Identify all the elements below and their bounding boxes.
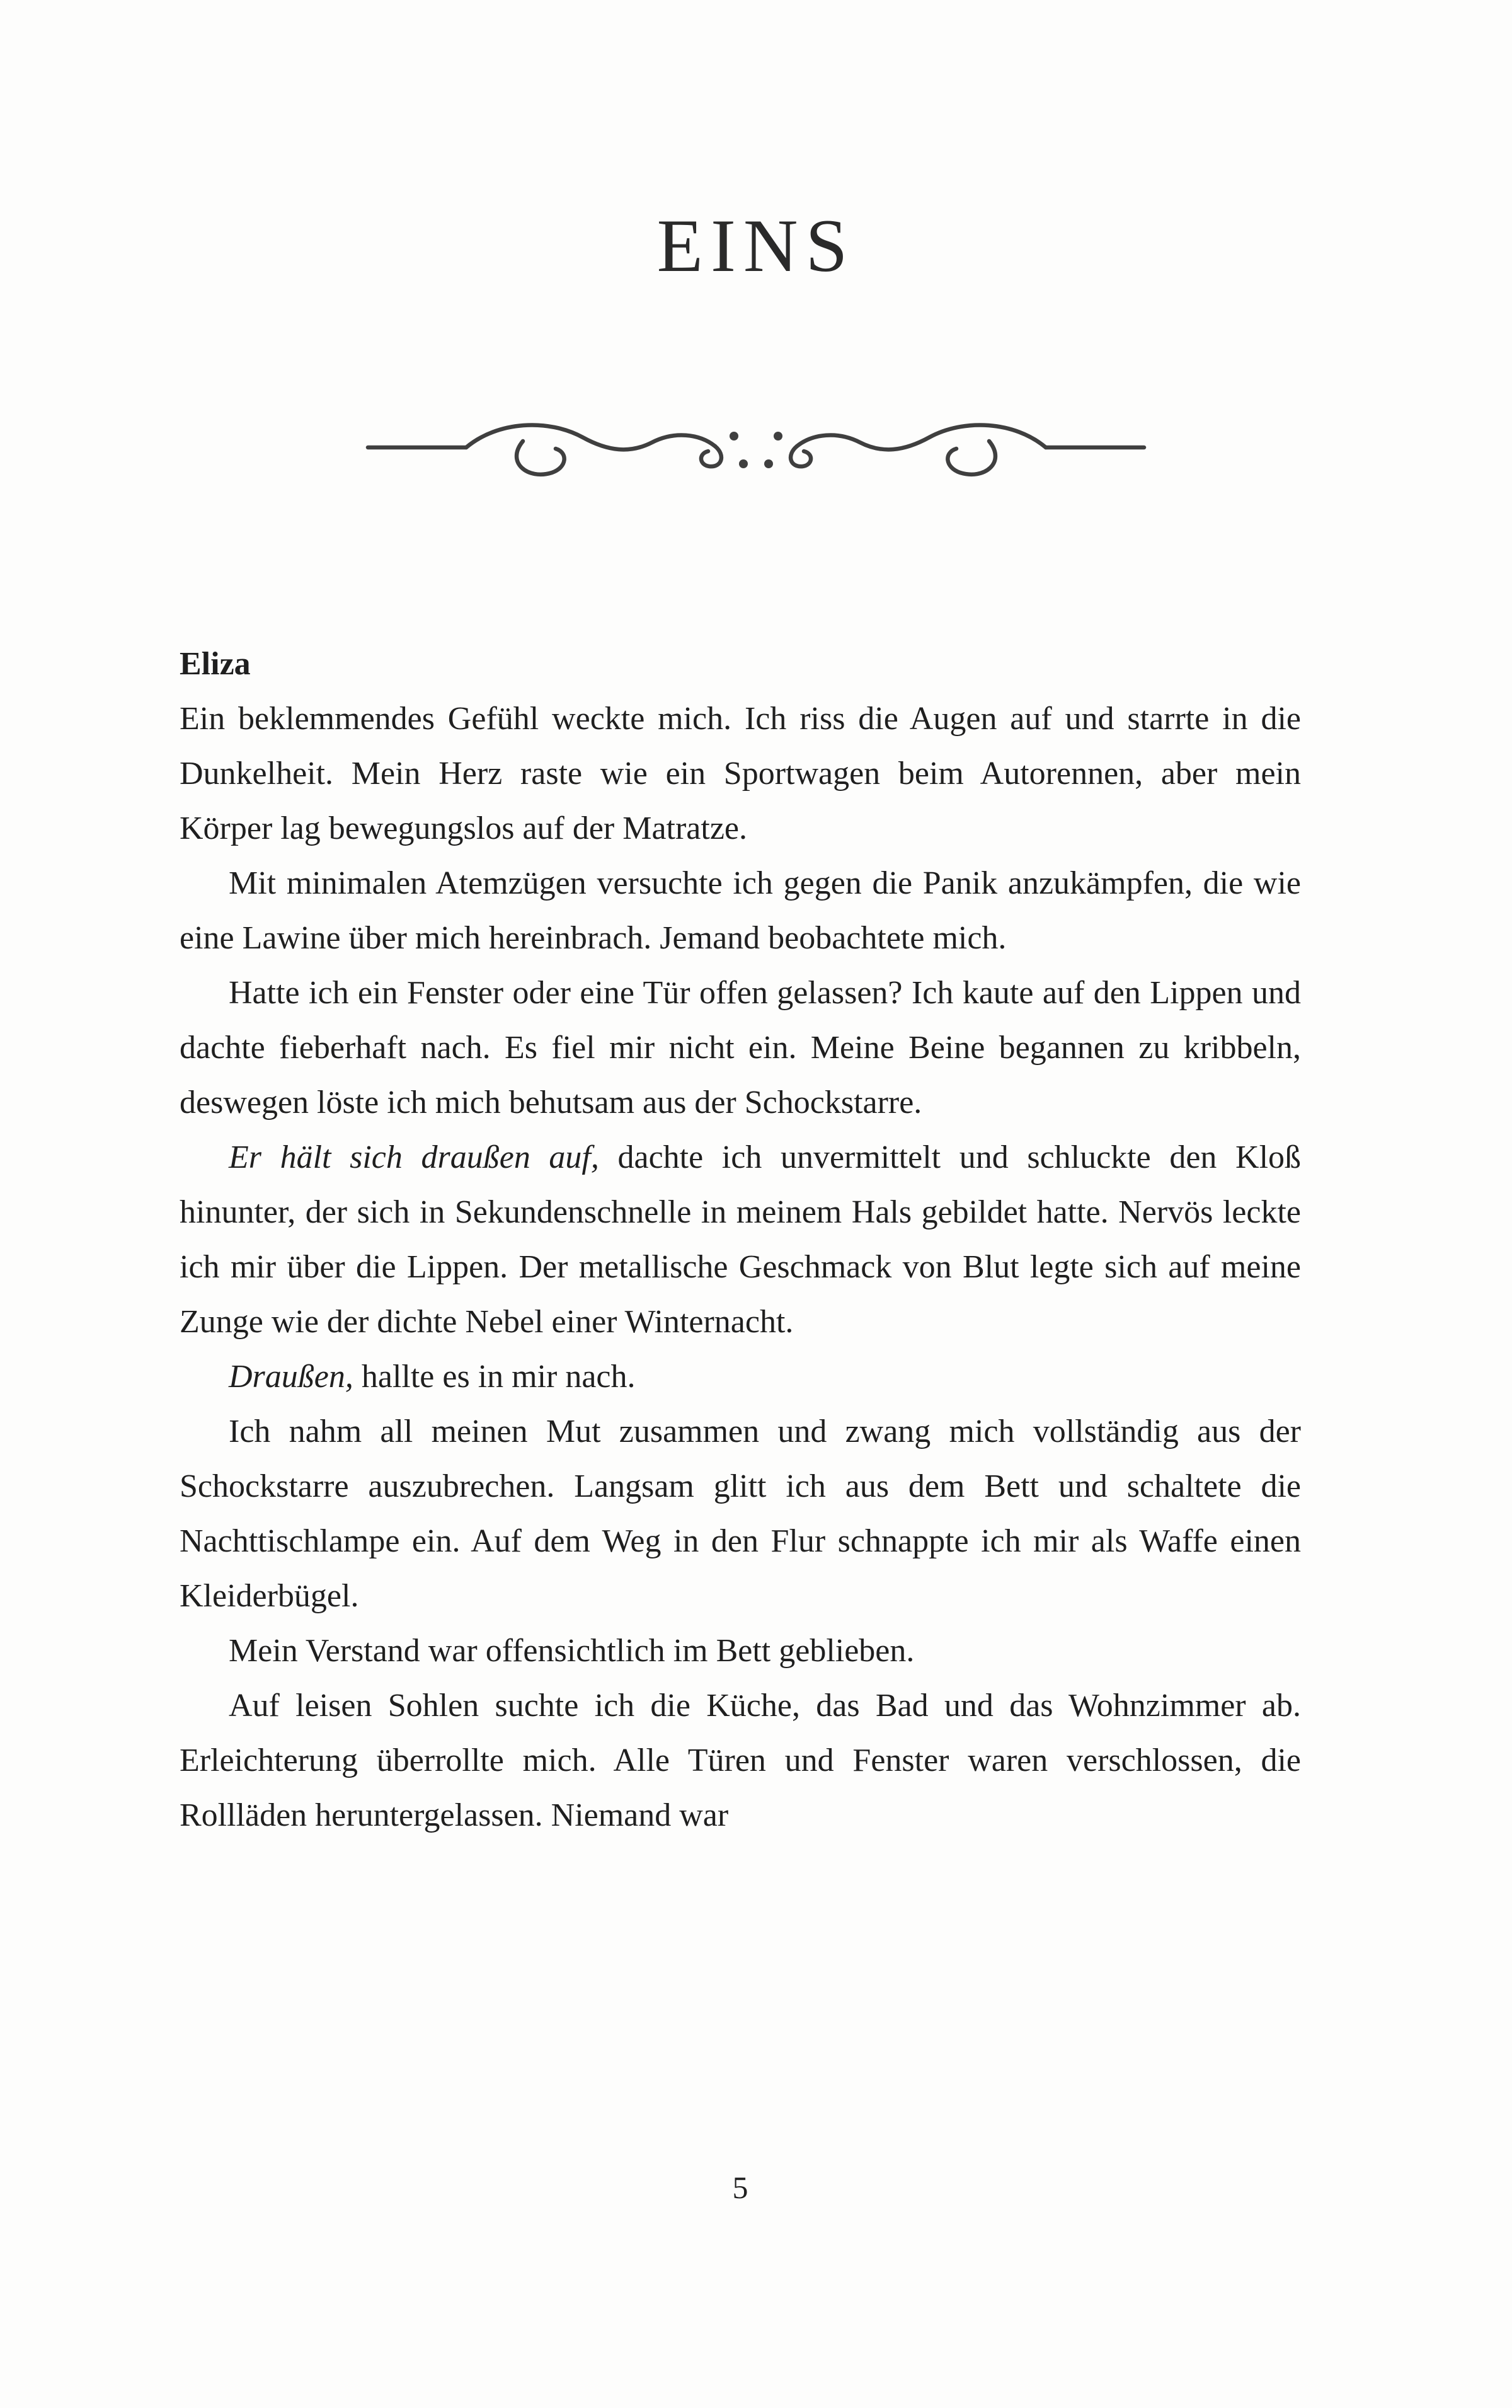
text-segment: Auf leisen Sohlen suchte ich die Küche, das Bad und das Wohnzimmer ab. Erleichterung überrollte mich. Alle Türen und Fenster waren verschlossen, die Rollläden heruntergelassen. Niemand war bbox=[180, 1688, 1301, 1833]
text-segment: Er hält sich draußen auf, bbox=[229, 1139, 599, 1175]
text-segment: Ein beklemmendes Gefühl weckte mich. Ich riss die Augen auf und starrte in die Dunkelheit. Mein Herz raste wie ein Sportwagen beim Autorennen, aber mein Körper lag bewegungslos auf der Matratze. bbox=[180, 701, 1301, 846]
text-segment: Mit minimalen Atemzügen versuchte ich gegen die Panik anzukämpfen, die wie eine Lawine über mich hereinbrach. Jemand beobachtete mich. bbox=[180, 865, 1301, 956]
ornament-flourish-left bbox=[466, 425, 748, 474]
page-number: 5 bbox=[732, 2170, 748, 2205]
flourish-ornament-icon bbox=[365, 410, 1147, 485]
text-segment: Draußen, bbox=[229, 1359, 353, 1395]
text-segment: hallte es in mir nach. bbox=[353, 1359, 636, 1395]
paragraph bbox=[180, 1404, 1301, 1623]
text-segment: Mein Verstand war offensichtlich im Bett geblieben. bbox=[229, 1633, 915, 1669]
chapter-text bbox=[180, 637, 1301, 1843]
text-segment: Eliza bbox=[180, 646, 251, 682]
text-segment: Hatte ich ein Fenster oder eine Tür offen gelassen? Ich kaute auf den Lippen und dachte fieberhaft nach. Es fiel mir nicht ein. Meine Beine begannen zu kribbeln, deswegen löste ich mich behutsam aus der Schockstarre. bbox=[180, 975, 1301, 1120]
text-segment: dachte ich unvermittelt und schluckte den Kloß hinunter, der sich in Sekundenschnelle in meinem Hals gebildet hatte. Nervös leckte ich mir über die Lippen. Der metallische Geschmack von Blut legte sich auf meine Zunge wie der dichte Nebel einer Winternacht. bbox=[180, 1139, 1302, 1340]
ornament-flourish-right bbox=[764, 425, 1046, 474]
paragraph bbox=[180, 691, 1301, 856]
chapter-ornament-divider bbox=[0, 410, 1512, 485]
paragraph bbox=[180, 856, 1301, 965]
chapter-title: EINS bbox=[656, 204, 856, 287]
paragraph bbox=[180, 637, 1301, 691]
paragraph bbox=[180, 1130, 1301, 1349]
paragraph bbox=[180, 1678, 1301, 1843]
text-segment: Ich nahm all meinen Mut zusammen und zwang mich vollständig aus der Schockstarre auszubrechen. Langsam glitt ich aus dem Bett und schaltete die Nachttischlampe ein. Auf dem Weg in den Flur schnappte ich mir als Waffe einen Kleiderbügel. bbox=[180, 1414, 1301, 1614]
paragraph bbox=[180, 965, 1301, 1130]
paragraph bbox=[180, 1623, 1301, 1678]
paragraph bbox=[180, 1349, 1301, 1404]
